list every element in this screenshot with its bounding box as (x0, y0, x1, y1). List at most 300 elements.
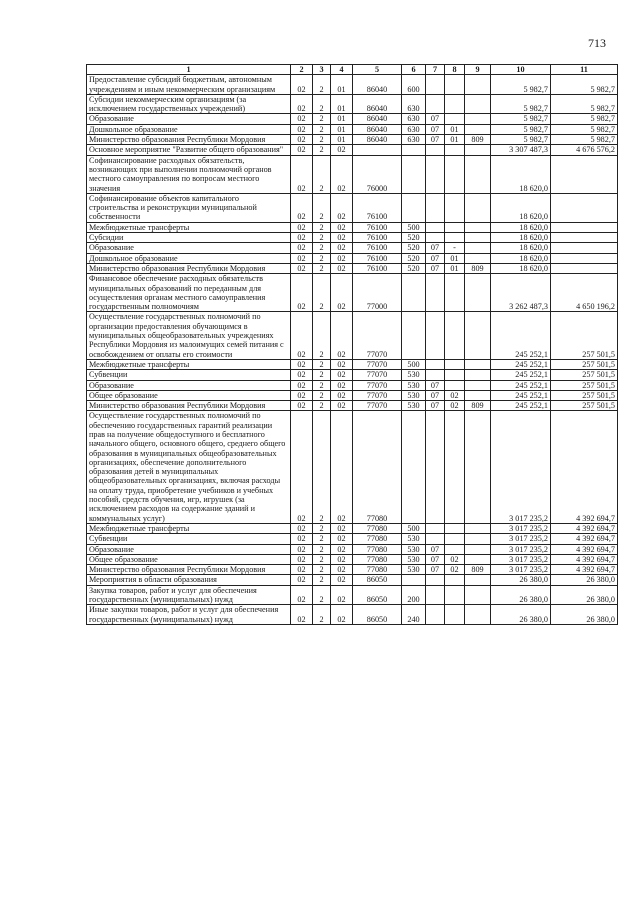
code-3-cell: 2 (313, 554, 331, 564)
row-name-cell: Иные закупки товаров, работ и услуг для обеспечения государственных (муниципальных) нужд (87, 605, 291, 625)
expense-type-cell: 630 (402, 135, 426, 145)
table-row (87, 94, 618, 114)
table-row (87, 534, 618, 544)
subsection-cell (445, 75, 465, 95)
amount-2019-cell: 3 017 235,2 (491, 565, 551, 575)
table-row (87, 585, 618, 605)
expense-type-cell: 500 (402, 359, 426, 369)
amount-2020-cell: 4 392 694,7 (551, 534, 618, 544)
amount-2020-cell: 257 501,5 (551, 359, 618, 369)
target-article-cell: 86050 (353, 575, 402, 585)
ministry-code-cell (465, 222, 491, 232)
row-name-cell: Софинансирование объектов капитального строительства и реконструкции муниципальной собственности (87, 193, 291, 222)
code-3-cell: 2 (313, 75, 331, 95)
subsection-cell (445, 370, 465, 380)
section-cell: 07 (426, 401, 445, 411)
code-2-cell: 02 (291, 114, 313, 124)
code-3-cell: 2 (313, 243, 331, 253)
target-article-cell: 86040 (353, 114, 402, 124)
amount-2019-cell: 5 982,7 (491, 124, 551, 134)
table-row (87, 390, 618, 400)
code-3-cell: 2 (313, 114, 331, 124)
column-header: 8 (445, 65, 465, 75)
header-row (87, 65, 618, 75)
amount-2020-cell: 4 392 694,7 (551, 544, 618, 554)
expense-type-cell (402, 575, 426, 585)
subsection-cell (445, 544, 465, 554)
amount-2020-cell: 4 676 576,2 (551, 145, 618, 155)
expense-type-cell: 630 (402, 94, 426, 114)
target-article-cell: 86040 (353, 124, 402, 134)
row-name-cell: Предоставление субсидий бюджетным, автономным учреждениям и иным некоммерческим организациям (87, 75, 291, 95)
code-3-cell: 2 (313, 605, 331, 625)
section-cell: 07 (426, 114, 445, 124)
ministry-code-cell (465, 312, 491, 359)
target-article-cell: 86050 (353, 585, 402, 605)
column-header: 11 (551, 65, 618, 75)
ministry-code-cell (465, 575, 491, 585)
section-cell: 07 (426, 380, 445, 390)
code-4-cell: 02 (331, 312, 353, 359)
expense-type-cell (402, 411, 426, 524)
expense-type-cell: 530 (402, 390, 426, 400)
row-name-cell: Министерство образования Республики Мордовия (87, 135, 291, 145)
column-header: 2 (291, 65, 313, 75)
amount-2019-cell: 245 252,1 (491, 390, 551, 400)
section-cell: 07 (426, 263, 445, 273)
subsection-cell: 01 (445, 263, 465, 273)
amount-2019-cell: 5 982,7 (491, 94, 551, 114)
budget-table (86, 64, 618, 625)
ministry-code-cell (465, 411, 491, 524)
target-article-cell: 76100 (353, 222, 402, 232)
table-row (87, 124, 618, 134)
row-name-cell: Межбюджетные трансферты (87, 222, 291, 232)
code-4-cell: 02 (331, 253, 353, 263)
subsection-cell: - (445, 243, 465, 253)
subsection-cell (445, 155, 465, 193)
section-cell: 07 (426, 554, 445, 564)
section-cell: 07 (426, 544, 445, 554)
row-name-cell: Осуществление государственных полномочий по обеспечению государственных гарантий реализации прав на получение общедоступного и бесплатного начального общего, основного общего, среднего общего образования в муниципальных общеобразовательных организациях, обеспечение дополнительного образования детей в муниципальных общеобразовательных организациях, включая расходы на оплату труда, приобретение учебников и учебных пособий, средств обучения, игр, игрушек (за исключением расходов на содержание зданий и коммунальных услуг) (87, 411, 291, 524)
code-4-cell: 02 (331, 222, 353, 232)
expense-type-cell: 520 (402, 233, 426, 243)
code-2-cell: 02 (291, 193, 313, 222)
code-3-cell: 2 (313, 135, 331, 145)
subsection-cell: 01 (445, 135, 465, 145)
expense-type-cell: 240 (402, 605, 426, 625)
amount-2019-cell: 18 620,0 (491, 243, 551, 253)
section-cell (426, 605, 445, 625)
code-4-cell: 02 (331, 401, 353, 411)
amount-2019-cell: 3 017 235,2 (491, 544, 551, 554)
code-4-cell: 02 (331, 575, 353, 585)
row-name-cell: Мероприятия в области образования (87, 575, 291, 585)
subsection-cell (445, 222, 465, 232)
section-cell (426, 523, 445, 533)
ministry-code-cell (465, 390, 491, 400)
row-name-cell: Общее образование (87, 390, 291, 400)
row-name-cell: Субвенции (87, 534, 291, 544)
amount-2020-cell: 26 380,0 (551, 575, 618, 585)
code-4-cell: 02 (331, 233, 353, 243)
expense-type-cell: 530 (402, 534, 426, 544)
section-cell (426, 534, 445, 544)
code-2-cell: 02 (291, 605, 313, 625)
section-cell (426, 233, 445, 243)
amount-2020-cell (551, 193, 618, 222)
subsection-cell: 02 (445, 390, 465, 400)
amount-2020-cell: 4 392 694,7 (551, 411, 618, 524)
table-row (87, 380, 618, 390)
code-3-cell: 2 (313, 401, 331, 411)
target-article-cell: 86050 (353, 605, 402, 625)
amount-2020-cell: 4 392 694,7 (551, 554, 618, 564)
code-2-cell: 02 (291, 233, 313, 243)
amount-2019-cell: 18 620,0 (491, 155, 551, 193)
subsection-cell (445, 114, 465, 124)
code-4-cell: 02 (331, 605, 353, 625)
expense-type-cell: 530 (402, 544, 426, 554)
code-4-cell: 01 (331, 75, 353, 95)
table-row (87, 145, 618, 155)
target-article-cell: 77080 (353, 411, 402, 524)
target-article-cell: 77070 (353, 380, 402, 390)
code-4-cell: 02 (331, 544, 353, 554)
amount-2020-cell (551, 222, 618, 232)
ministry-code-cell (465, 370, 491, 380)
ministry-code-cell (465, 359, 491, 369)
table-row (87, 312, 618, 359)
table-row (87, 575, 618, 585)
expense-type-cell: 500 (402, 523, 426, 533)
amount-2019-cell: 18 620,0 (491, 233, 551, 243)
column-header: 10 (491, 65, 551, 75)
expense-type-cell (402, 145, 426, 155)
code-4-cell: 01 (331, 135, 353, 145)
expense-type-cell: 530 (402, 401, 426, 411)
expense-type-cell (402, 193, 426, 222)
expense-type-cell: 530 (402, 554, 426, 564)
row-name-cell: Образование (87, 114, 291, 124)
code-4-cell: 02 (331, 390, 353, 400)
section-cell: 07 (426, 135, 445, 145)
amount-2019-cell: 3 017 235,2 (491, 523, 551, 533)
subsection-cell (445, 193, 465, 222)
code-4-cell: 02 (331, 243, 353, 253)
amount-2019-cell: 26 380,0 (491, 605, 551, 625)
section-cell (426, 370, 445, 380)
table-row (87, 263, 618, 273)
code-3-cell: 2 (313, 534, 331, 544)
table-row (87, 233, 618, 243)
ministry-code-cell (465, 94, 491, 114)
section-cell (426, 145, 445, 155)
target-article-cell: 77070 (353, 390, 402, 400)
amount-2019-cell: 18 620,0 (491, 263, 551, 273)
code-2-cell: 02 (291, 135, 313, 145)
code-3-cell: 2 (313, 222, 331, 232)
subsection-cell (445, 274, 465, 312)
target-article-cell: 77080 (353, 544, 402, 554)
subsection-cell (445, 605, 465, 625)
code-4-cell: 02 (331, 359, 353, 369)
table-row (87, 243, 618, 253)
amount-2020-cell: 5 982,7 (551, 114, 618, 124)
amount-2019-cell: 18 620,0 (491, 222, 551, 232)
subsection-cell (445, 534, 465, 544)
amount-2019-cell: 26 380,0 (491, 585, 551, 605)
amount-2019-cell: 18 620,0 (491, 193, 551, 222)
amount-2020-cell: 5 982,7 (551, 124, 618, 134)
target-article-cell: 76100 (353, 253, 402, 263)
amount-2020-cell: 257 501,5 (551, 390, 618, 400)
amount-2020-cell: 4 392 694,7 (551, 565, 618, 575)
code-3-cell: 2 (313, 380, 331, 390)
code-2-cell: 02 (291, 534, 313, 544)
column-header: 4 (331, 65, 353, 75)
row-name-cell: Основное мероприятие "Развитие общего образования" (87, 145, 291, 155)
row-name-cell: Осуществление государственных полномочий по организации предоставления обучающимся в муниципальных общеобразовательных учреждениях Республики Мордовия из малоимущих семей питания с освобождением от оплаты его стоимости (87, 312, 291, 359)
ministry-code-cell: 809 (465, 263, 491, 273)
row-name-cell: Дошкольное образование (87, 253, 291, 263)
code-3-cell: 2 (313, 155, 331, 193)
section-cell: 07 (426, 253, 445, 263)
ministry-code-cell (465, 554, 491, 564)
amount-2019-cell: 245 252,1 (491, 370, 551, 380)
target-article-cell: 76100 (353, 243, 402, 253)
amount-2019-cell: 3 017 235,2 (491, 534, 551, 544)
expense-type-cell (402, 312, 426, 359)
code-4-cell: 02 (331, 274, 353, 312)
subsection-cell: 02 (445, 554, 465, 564)
ministry-code-cell (465, 605, 491, 625)
code-4-cell: 02 (331, 411, 353, 524)
ministry-code-cell (465, 145, 491, 155)
subsection-cell (445, 312, 465, 359)
expense-type-cell (402, 155, 426, 193)
subsection-cell (445, 233, 465, 243)
ministry-code-cell (465, 114, 491, 124)
expense-type-cell: 630 (402, 114, 426, 124)
code-2-cell: 02 (291, 243, 313, 253)
row-name-cell: Субвенции (87, 370, 291, 380)
amount-2019-cell: 3 017 235,2 (491, 554, 551, 564)
code-2-cell: 02 (291, 390, 313, 400)
code-2-cell: 02 (291, 523, 313, 533)
section-cell (426, 94, 445, 114)
ministry-code-cell (465, 193, 491, 222)
section-cell (426, 585, 445, 605)
ministry-code-cell (465, 124, 491, 134)
subsection-cell (445, 585, 465, 605)
ministry-code-cell (465, 75, 491, 95)
subsection-cell: 01 (445, 124, 465, 134)
code-3-cell: 2 (313, 274, 331, 312)
amount-2020-cell: 257 501,5 (551, 401, 618, 411)
amount-2019-cell: 245 252,1 (491, 359, 551, 369)
table-row (87, 114, 618, 124)
expense-type-cell: 520 (402, 263, 426, 273)
amount-2020-cell: 5 982,7 (551, 94, 618, 114)
code-3-cell: 2 (313, 585, 331, 605)
target-article-cell: 77080 (353, 565, 402, 575)
table-row (87, 274, 618, 312)
target-article-cell (353, 145, 402, 155)
ministry-code-cell: 809 (465, 565, 491, 575)
row-name-cell: Закупка товаров, работ и услуг для обеспечения государственных (муниципальных) нужд (87, 585, 291, 605)
section-cell (426, 411, 445, 524)
code-4-cell: 02 (331, 585, 353, 605)
section-cell: 07 (426, 124, 445, 134)
expense-type-cell (402, 274, 426, 312)
code-2-cell: 02 (291, 263, 313, 273)
ministry-code-cell (465, 585, 491, 605)
target-article-cell: 76000 (353, 155, 402, 193)
section-cell (426, 274, 445, 312)
expense-type-cell: 630 (402, 124, 426, 134)
ministry-code-cell: 809 (465, 135, 491, 145)
target-article-cell: 76100 (353, 233, 402, 243)
amount-2020-cell: 257 501,5 (551, 380, 618, 390)
code-4-cell: 02 (331, 263, 353, 273)
code-3-cell: 2 (313, 94, 331, 114)
target-article-cell: 77080 (353, 534, 402, 544)
row-name-cell: Дошкольное образование (87, 124, 291, 134)
table-row (87, 222, 618, 232)
amount-2019-cell: 3 262 487,3 (491, 274, 551, 312)
row-name-cell: Министерство образования Республики Мордовия (87, 263, 291, 273)
row-name-cell: Софинансирование расходных обязательств, возникающих при выполнении полномочий органов местного самоуправления по вопросам местного значения (87, 155, 291, 193)
table-row (87, 565, 618, 575)
amount-2019-cell: 245 252,1 (491, 380, 551, 390)
expense-type-cell: 530 (402, 380, 426, 390)
code-2-cell: 02 (291, 75, 313, 95)
target-article-cell: 86040 (353, 94, 402, 114)
code-2-cell: 02 (291, 222, 313, 232)
target-article-cell: 77070 (353, 401, 402, 411)
code-2-cell: 02 (291, 575, 313, 585)
section-cell (426, 222, 445, 232)
ministry-code-cell (465, 274, 491, 312)
ministry-code-cell (465, 155, 491, 193)
expense-type-cell: 200 (402, 585, 426, 605)
target-article-cell: 76100 (353, 263, 402, 273)
code-2-cell: 02 (291, 411, 313, 524)
amount-2020-cell: 257 501,5 (551, 370, 618, 380)
code-2-cell: 02 (291, 565, 313, 575)
amount-2020-cell (551, 243, 618, 253)
ministry-code-cell (465, 243, 491, 253)
page-number: 713 (588, 36, 606, 50)
amount-2020-cell: 5 982,7 (551, 135, 618, 145)
table-row (87, 411, 618, 524)
target-article-cell: 77080 (353, 523, 402, 533)
code-4-cell: 02 (331, 155, 353, 193)
table-row (87, 605, 618, 625)
amount-2019-cell: 245 252,1 (491, 312, 551, 359)
amount-2019-cell: 5 982,7 (491, 135, 551, 145)
row-name-cell: Образование (87, 243, 291, 253)
code-3-cell: 2 (313, 523, 331, 533)
target-article-cell: 86040 (353, 135, 402, 145)
table-row (87, 401, 618, 411)
code-2-cell: 02 (291, 585, 313, 605)
code-2-cell: 02 (291, 124, 313, 134)
amount-2019-cell: 5 982,7 (491, 114, 551, 124)
column-header: 5 (353, 65, 402, 75)
code-2-cell: 02 (291, 145, 313, 155)
table-row (87, 523, 618, 533)
code-3-cell: 2 (313, 411, 331, 524)
subsection-cell (445, 411, 465, 524)
ministry-code-cell (465, 380, 491, 390)
code-3-cell: 2 (313, 193, 331, 222)
code-4-cell: 02 (331, 193, 353, 222)
ministry-code-cell (465, 253, 491, 263)
column-header: 7 (426, 65, 445, 75)
code-4-cell: 02 (331, 523, 353, 533)
target-article-cell: 77070 (353, 312, 402, 359)
ministry-code-cell (465, 534, 491, 544)
code-4-cell: 02 (331, 380, 353, 390)
amount-2019-cell: 3 307 487,3 (491, 145, 551, 155)
row-name-cell: Субсидии некоммерческим организациям (за исключением государственных учреждений) (87, 94, 291, 114)
expense-type-cell: 520 (402, 253, 426, 263)
ministry-code-cell (465, 544, 491, 554)
code-3-cell: 2 (313, 145, 331, 155)
ministry-code-cell (465, 523, 491, 533)
code-3-cell: 2 (313, 253, 331, 263)
row-name-cell: Министерство образования Республики Мордовия (87, 401, 291, 411)
row-name-cell: Субсидии (87, 233, 291, 243)
amount-2020-cell: 4 392 694,7 (551, 523, 618, 533)
table-row (87, 554, 618, 564)
code-2-cell: 02 (291, 401, 313, 411)
amount-2019-cell: 5 982,7 (491, 75, 551, 95)
amount-2020-cell (551, 253, 618, 263)
section-cell (426, 312, 445, 359)
code-2-cell: 02 (291, 274, 313, 312)
section-cell: 07 (426, 390, 445, 400)
code-2-cell: 02 (291, 155, 313, 193)
amount-2020-cell (551, 263, 618, 273)
code-4-cell: 01 (331, 114, 353, 124)
target-article-cell: 77070 (353, 359, 402, 369)
section-cell: 07 (426, 565, 445, 575)
row-name-cell: Межбюджетные трансферты (87, 523, 291, 533)
row-name-cell: Образование (87, 380, 291, 390)
amount-2020-cell: 257 501,5 (551, 312, 618, 359)
expense-type-cell: 600 (402, 75, 426, 95)
subsection-cell: 01 (445, 253, 465, 263)
amount-2019-cell: 18 620,0 (491, 253, 551, 263)
table-row (87, 135, 618, 145)
column-header: 9 (465, 65, 491, 75)
code-3-cell: 2 (313, 233, 331, 243)
code-2-cell: 02 (291, 312, 313, 359)
expense-type-cell: 530 (402, 370, 426, 380)
code-3-cell: 2 (313, 312, 331, 359)
column-header: 3 (313, 65, 331, 75)
code-2-cell: 02 (291, 380, 313, 390)
expense-type-cell: 500 (402, 222, 426, 232)
code-3-cell: 2 (313, 565, 331, 575)
ministry-code-cell: 809 (465, 401, 491, 411)
amount-2020-cell: 4 650 196,2 (551, 274, 618, 312)
section-cell: 07 (426, 243, 445, 253)
code-4-cell: 02 (331, 554, 353, 564)
